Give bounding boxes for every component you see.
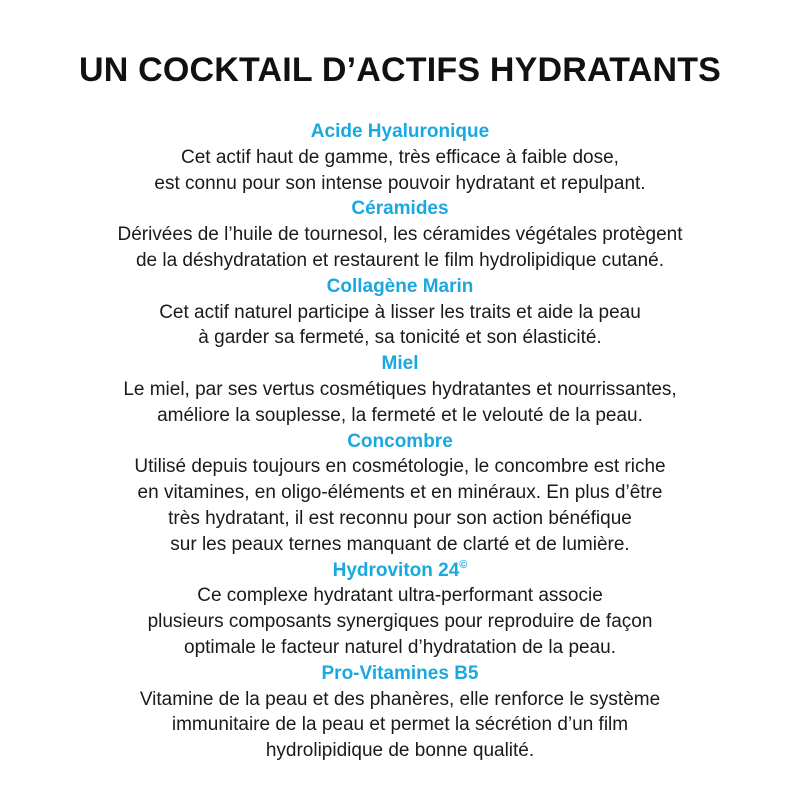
- ingredient-description-line: de la déshydratation et restaurent le film hydrolipidique cutané.: [135, 249, 665, 271]
- ingredient-collagene-marin: [20, 274, 780, 351]
- ingredient-description-line: Le miel, par ses vertus cosmétiques hydratantes et nourrissantes,: [123, 378, 677, 400]
- ingredient-miel: [20, 351, 780, 428]
- ingredient-heading: Concombre: [347, 430, 453, 452]
- ingredient-description-line: très hydratant, il est reconnu pour son action bénéfique: [168, 507, 632, 529]
- ingredient-description-line: Cet actif haut de gamme, très efficace à faible dose,: [181, 146, 619, 168]
- ingredient-concombre: [20, 429, 780, 558]
- copyright-mark: ©: [459, 558, 468, 571]
- ingredient-ceramides: [20, 196, 780, 273]
- ingredient-description-line: immunitaire de la peau et permet la sécrétion d’un film: [171, 714, 629, 736]
- ingredient-pro-vitamines-b5: [20, 661, 780, 764]
- ingredient-description-line: en vitamines, en oligo-éléments et en minéraux. En plus d’être: [137, 482, 663, 504]
- ingredient-description-line: est connu pour son intense pouvoir hydratant et repulpant.: [154, 172, 646, 194]
- ingredient-heading: Pro-Vitamines B5: [321, 662, 479, 684]
- ingredient-heading: Acide Hyaluronique: [310, 121, 490, 142]
- ingredient-description-line: sur les peaux ternes manquant de clarté et de lumière.: [170, 533, 630, 555]
- ingredient-heading-text: Hydroviton 24: [332, 559, 460, 581]
- ingredient-description-line: hydrolipidique de bonne qualité.: [265, 740, 535, 762]
- ingredient-description-line: à garder sa fermeté, sa tonicité et son élasticité.: [198, 327, 602, 349]
- ingredient-description-line: Vitamine de la peau et des phanères, elle renforce le système: [139, 688, 661, 710]
- ingredient-description-line: Cet actif naturel participe à lisser les traits et aide la peau: [159, 301, 641, 323]
- ingredient-heading: Collagène Marin: [326, 275, 474, 297]
- ingredient-description-line: plusieurs composants synergiques pour reproduire de façon: [147, 611, 653, 633]
- page-title: UN COCKTAIL D’ACTIFS HYDRATANTS: [78, 51, 722, 89]
- ingredient-heading: [20, 558, 780, 584]
- ingredient-description-line: Ce complexe hydratant ultra-performant associe: [197, 585, 603, 607]
- ingredient-description-line: améliore la souplesse, la fermeté et le velouté de la peau.: [157, 404, 643, 426]
- ingredient-description-line: Dérivées de l’huile de tournesol, les céramides végétales protègent: [117, 224, 683, 246]
- ingredient-heading: Céramides: [351, 198, 449, 220]
- ingredients-list: [20, 119, 780, 764]
- ingredient-description-line: optimale le facteur naturel d’hydratation de la peau.: [184, 636, 616, 658]
- ingredient-description-line: Utilisé depuis toujours en cosmétologie, le concombre est riche: [134, 456, 666, 478]
- ingredient-hydroviton: [20, 558, 780, 661]
- ingredient-acide-hyaluronique: [20, 119, 780, 196]
- ingredient-heading: Miel: [381, 353, 419, 375]
